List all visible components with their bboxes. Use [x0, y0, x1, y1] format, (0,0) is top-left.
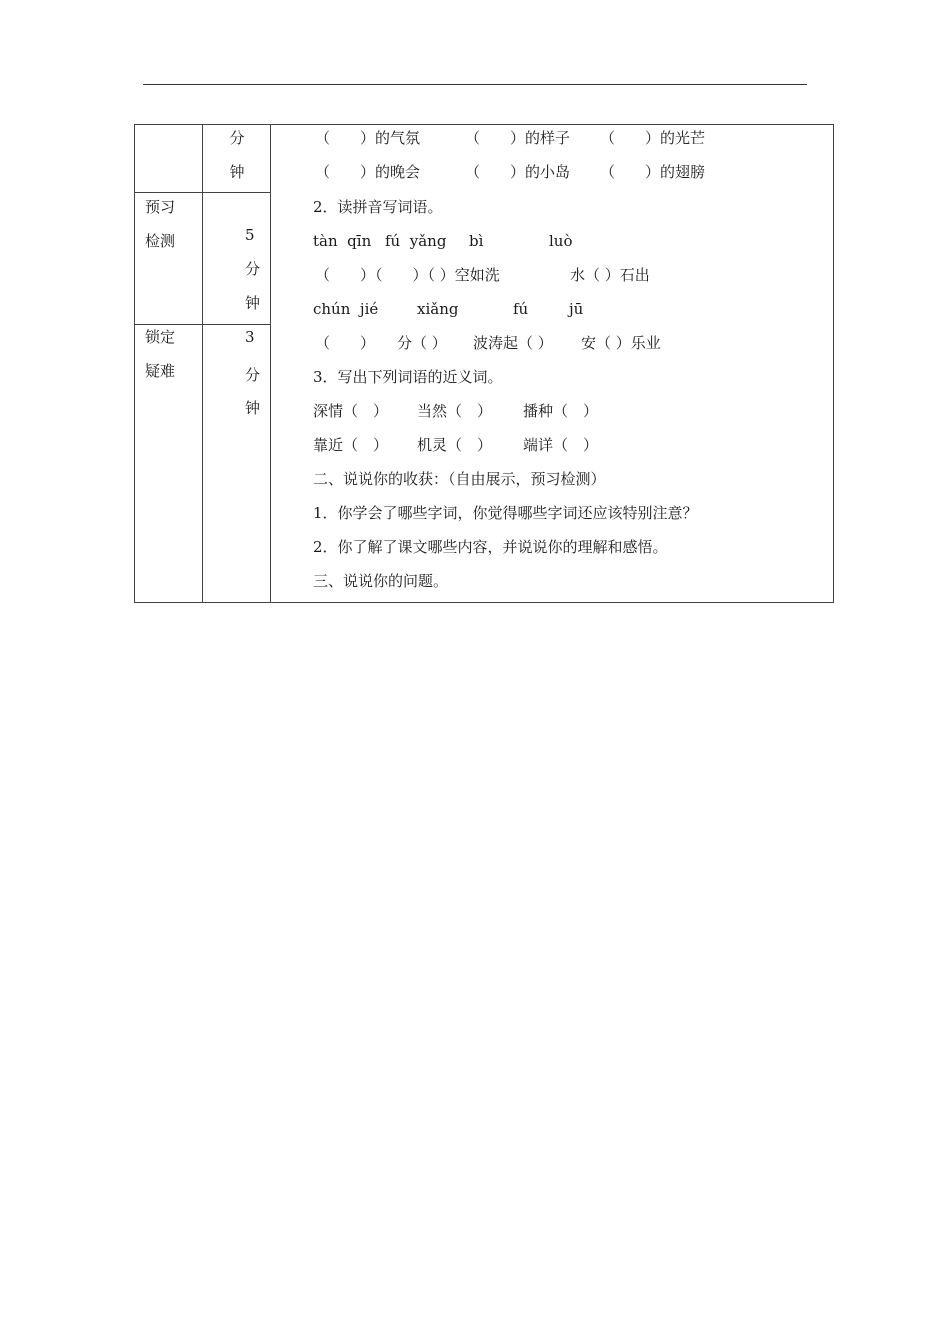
- fill-blank-item: （ ）的气氛: [315, 129, 421, 147]
- section-heading: 二、说说你的收获：（自由展示，预习检测）: [313, 470, 606, 488]
- fill-blank-item: （ ）的小岛: [465, 163, 571, 181]
- pinyin: jū: [569, 300, 584, 318]
- stage-label: 疑难: [145, 362, 176, 380]
- fill-blank-item: （ ）的光芒: [600, 129, 706, 147]
- stage-label: 检测: [145, 232, 176, 250]
- time-cell: 钟: [245, 399, 261, 417]
- answer-blank: 安（ ）乐业: [581, 334, 661, 352]
- pinyin: xiǎng: [417, 300, 459, 318]
- time-cell: 3: [245, 328, 255, 346]
- question-text: 1．你学会了哪些字词，你觉得哪些字词还应该特别注意？: [313, 504, 698, 522]
- pinyin: luò: [549, 232, 573, 250]
- answer-blank: 分（ ）: [397, 334, 447, 352]
- row-divider-2: [135, 324, 271, 325]
- synonym-item: 播种（ ）: [523, 402, 599, 420]
- synonym-item: 机灵（ ）: [417, 436, 493, 454]
- pinyin: fú: [513, 300, 529, 318]
- stage-label: 锁定: [145, 328, 176, 346]
- row-divider-1: [135, 192, 271, 193]
- time-cell: 分: [229, 129, 245, 147]
- pinyin: bì: [469, 232, 484, 250]
- time-cell: 5: [245, 226, 255, 244]
- question-title: 2．读拼音写词语。: [313, 198, 443, 216]
- section-heading: 三、说说你的问题。: [313, 572, 449, 590]
- question-title: 3．写出下列词语的近义词。: [313, 368, 503, 386]
- fill-blank-item: （ ）的样子: [465, 129, 571, 147]
- answer-blank: （ ）（ ）（ ）空如洗: [315, 266, 500, 284]
- study-guide-table: [134, 124, 834, 603]
- answer-blank: （ ）: [315, 334, 376, 352]
- stage-label: 预习: [145, 198, 176, 216]
- pinyin: chún jié: [313, 300, 379, 318]
- fill-blank-item: （ ）的晚会: [315, 163, 421, 181]
- synonym-item: 深情（ ）: [313, 402, 389, 420]
- synonym-item: 当然（ ）: [417, 402, 493, 420]
- time-cell: 钟: [229, 163, 245, 181]
- time-cell: 钟: [245, 294, 261, 312]
- synonym-item: 端详（ ）: [523, 436, 599, 454]
- pinyin: tàn qīn: [313, 232, 372, 250]
- column-divider-1: [202, 125, 203, 602]
- time-cell: 分: [245, 366, 261, 384]
- synonym-item: 靠近（ ）: [313, 436, 389, 454]
- header-rule: [143, 84, 807, 85]
- time-cell: 分: [245, 260, 261, 278]
- answer-blank: 水（ ）石出: [570, 266, 650, 284]
- column-divider-2: [270, 125, 271, 602]
- question-text: 2．你了解了课文哪些内容，并说说你的理解和感悟。: [313, 538, 668, 556]
- fill-blank-item: （ ）的翅膀: [600, 163, 706, 181]
- answer-blank: 波涛起（ ）: [473, 334, 553, 352]
- pinyin: fú yǎng: [385, 232, 447, 250]
